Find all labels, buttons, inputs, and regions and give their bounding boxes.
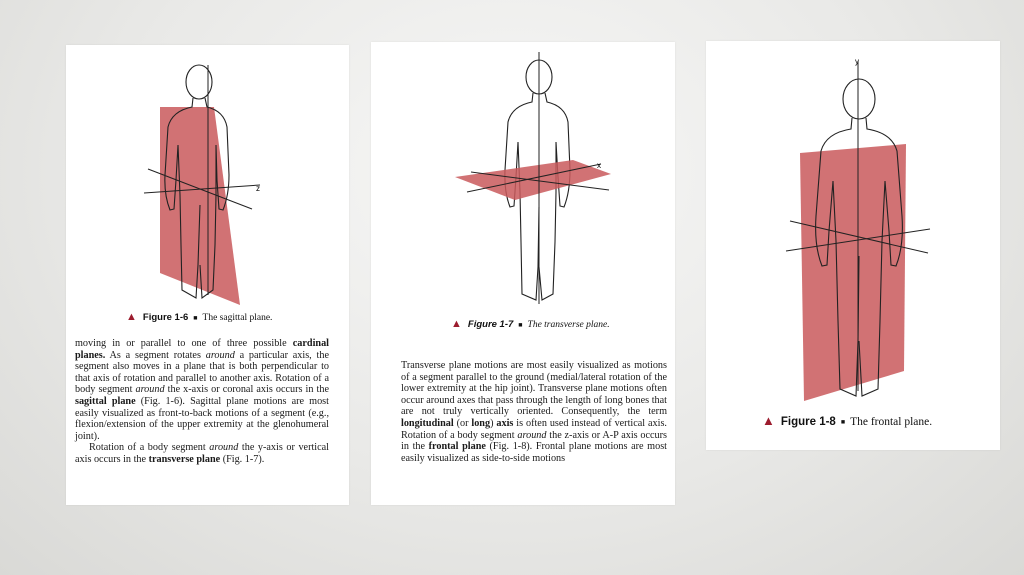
figure-caption [762,413,932,429]
page-frontal [706,41,1000,450]
term-longitudinal: longitudinal [401,417,454,429]
emphasis-around: around [135,384,165,396]
text-span: the y-axis or vertical axis occurs in the [75,442,329,465]
body-text [75,338,329,466]
square-bullet-icon: ■ [518,320,523,329]
text-span: Transverse plane motions are most easily visualized as motions of a segment parallel to the ground (medial/lateral rotation of the lower extremity at the hip joint). Transverse plane motions often occur around axes that pass through the length of long bones that are not truly vertically oriented. Consequently, the term [401,360,667,418]
text-span: moving in or parallel to one of three possible [75,338,293,349]
text-span: the x-axis or coronal axis occurs in the [164,384,329,396]
page-sagittal [66,45,349,505]
term-sagittal-plane: sagittal plane [75,395,136,407]
emphasis-around: around [209,442,239,454]
text-span: ) [490,417,497,429]
text-span: (Fig. 1-7). [220,453,265,465]
transverse-plane-illustration [371,42,675,312]
term-cardinal-planes: cardinal planes. [75,338,329,361]
triangle-icon: ▲ [451,318,462,330]
figure-caption [451,318,610,330]
square-bullet-icon: ■ [193,313,198,322]
text-span: (or [453,417,472,429]
frontal-plane [800,144,906,401]
figure-number: Figure 1-7 [467,319,514,330]
x-axis-label: x [597,161,601,170]
square-bullet-icon: ■ [840,418,846,427]
caption-text: The sagittal plane. [202,313,273,323]
frontal-plane-illustration [706,41,1000,401]
caption-text: The transverse plane. [527,320,610,330]
z-axis-label: z [256,184,260,193]
sagittal-plane-illustration [66,45,349,305]
figure-number: Figure 1-6 [142,312,189,323]
caption-text: The frontal plane. [850,416,933,428]
figure-caption [126,311,272,323]
figure-number: Figure 1-8 [780,416,836,428]
y-axis-label: y [855,57,859,66]
triangle-icon: ▲ [762,413,775,428]
emphasis-around: around [517,429,547,441]
page-transverse [371,42,675,505]
term-frontal-plane: frontal plane [428,441,486,453]
text-span: is often used instead of vertical axis. Rotation of a body segment [401,417,667,441]
term-long: long [471,417,491,429]
emphasis-around: around [205,349,235,361]
term-transverse-plane: transverse plane [148,453,221,465]
text-span: As a segment rotates [105,349,206,361]
text-span: Rotation of a body segment [89,442,210,454]
text-span: (Fig. 1-6). Sagittal plane motions are most easily visualized as front-to-back motions of a segment (e.g., flexion/extension of the upper extremity at the glenohumeral joint). [75,395,329,442]
term-axis: axis [496,417,514,429]
text-span: a particular axis, the segment also moves in a plane that is both perpendicular to that axis of rotation and parallel to another axis. Rotation of a body segment [75,349,329,396]
body-text [401,360,667,464]
triangle-icon: ▲ [126,311,137,323]
text-span: (Fig. 1-8). Frontal plane motions are most easily visualized as side-to-side motions [401,441,667,464]
text-span: the z-axis or A-P axis occurs in the [401,429,667,453]
